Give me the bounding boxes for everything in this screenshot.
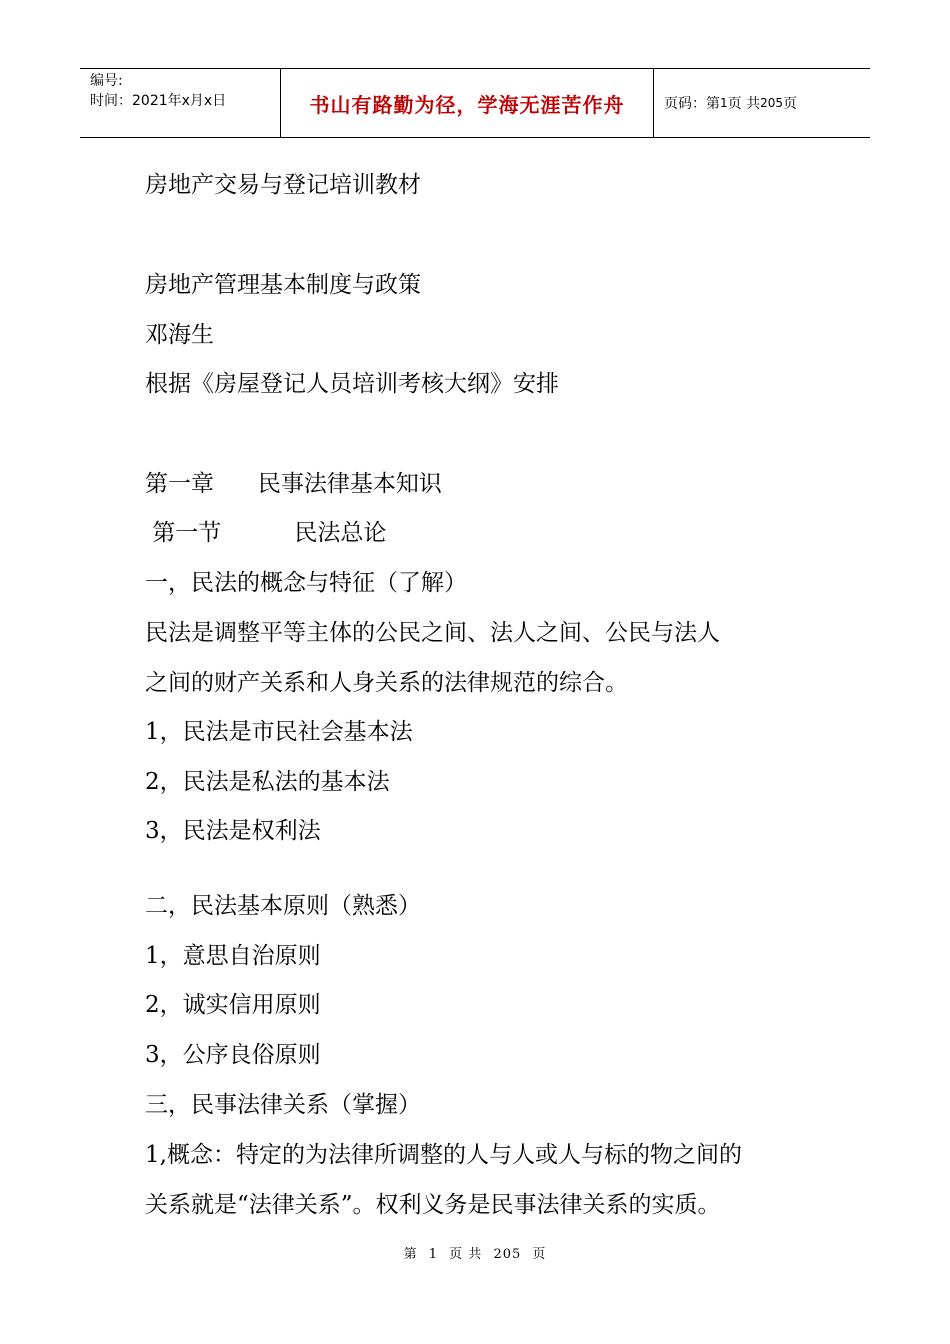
document-title: 房地产交易与登记培训教材 [145, 172, 421, 198]
heading-1: 一，民法的概念与特征（了解） [145, 570, 467, 596]
header-motto-cell [281, 69, 654, 137]
footer-current-page: 1 [428, 1247, 439, 1262]
list-item: 3，公序良俗原则 [145, 1042, 321, 1068]
paragraph-1-line-1: 民法是调整平等主体的公民之间、法人之间、公民与法人 [145, 620, 720, 646]
footer-suffix: 页 [532, 1247, 547, 1262]
heading-2: 二，民法基本原则（熟悉） [145, 893, 421, 919]
list-item: 2，民法是私法的基本法 [145, 769, 390, 795]
page-code-total: 205 [760, 96, 783, 110]
footer-mid: 页 共 [449, 1247, 483, 1262]
paragraph-1-line-2: 之间的财产关系和人身关系的法律规范的综合。 [145, 670, 628, 696]
chapter-heading: 第一章 民事法律基本知识 [145, 471, 442, 497]
list-item: 2，诚实信用原则 [145, 992, 321, 1018]
page-code-current: 1 [720, 96, 728, 110]
header-meta [80, 69, 281, 137]
document-number-label: 编号: [90, 73, 123, 89]
list-item: 3，民法是权利法 [145, 818, 321, 844]
document-subtitle: 房地产管理基本制度与政策 [145, 272, 421, 298]
list-item: 1，意思自治原则 [145, 943, 321, 969]
page-header [80, 68, 870, 138]
document-basis: 根据《房屋登记人员培训考核大纲》安排 [145, 371, 559, 397]
heading-3: 三，民事法律关系（掌握） [145, 1092, 421, 1118]
paragraph-2-line-2: 关系就是“法律关系”。权利义务是民事法律关系的实质。 [145, 1192, 721, 1218]
list-item: 1，民法是市民社会基本法 [145, 719, 413, 745]
footer-total-pages: 205 [493, 1247, 522, 1262]
page-footer [0, 1243, 950, 1262]
footer-prefix: 第 [403, 1247, 418, 1262]
header-motto: 书山有路勤为径，学海无涯苦作舟 [309, 92, 625, 117]
page-code-unit: 页 [783, 96, 797, 112]
page-code-label: 页码：第 [664, 96, 720, 112]
page-code-mid: 页 共 [727, 96, 761, 112]
header-page-code [654, 69, 870, 137]
document-time: 时间：2021年x月x日 [90, 93, 227, 109]
document-author: 邓海生 [145, 322, 214, 348]
paragraph-2-line-1: 1,概念：特定的为法律所调整的人与人或人与标的物之间的 [145, 1142, 742, 1168]
section-heading: 第一节 民法总论 [145, 520, 387, 546]
